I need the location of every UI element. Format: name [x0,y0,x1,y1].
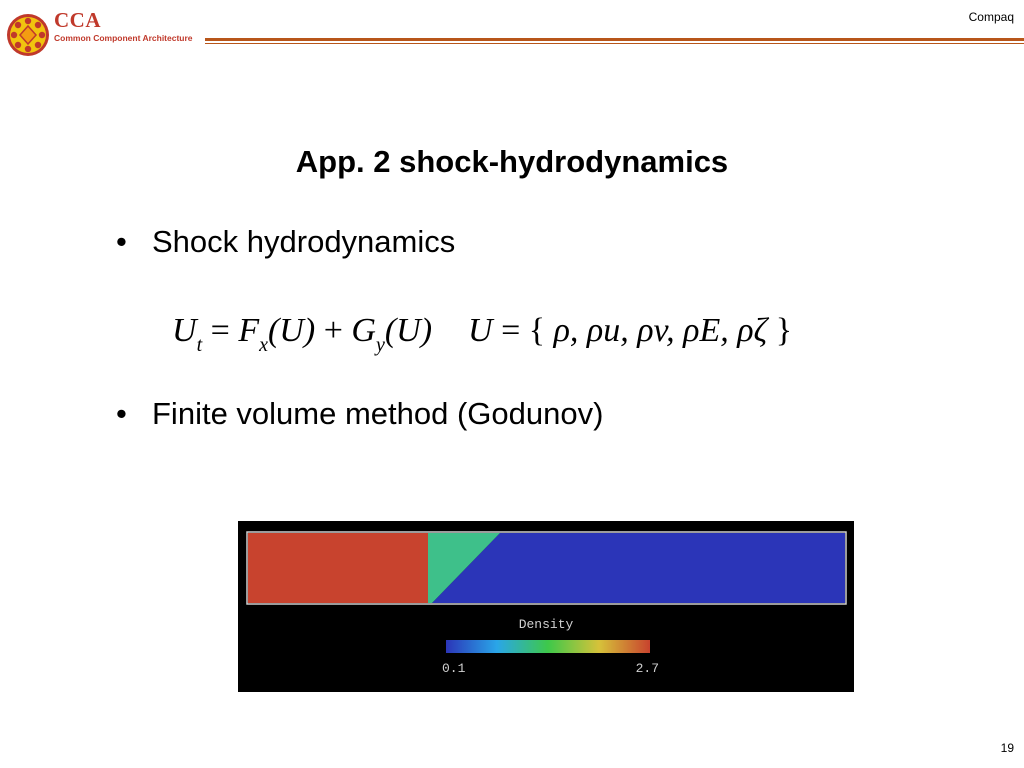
bullet-text: Shock hydrodynamics [152,224,456,259]
eq-operator: + [315,312,352,349]
eq-operator: = [202,312,239,349]
page-number: 19 [1000,741,1014,755]
eq-term: F [238,312,260,349]
bullet-item [116,224,455,260]
header-rule-thin [205,43,1024,44]
high-density-region [248,533,428,603]
bullet-marker: • [116,224,127,259]
eq-subscript: x [259,334,268,356]
brand-subtitle: Common Component Architecture [54,33,193,43]
eq-operator: } [767,312,793,349]
colorbar-label: Density [518,617,574,632]
colorbar-min-label: 0.1 [442,661,466,676]
eq-term: (U) [267,312,316,349]
bullet-marker: • [116,396,127,431]
eq-term: U [172,312,197,349]
slide-header [0,0,1024,60]
eq-subscript: y [375,334,385,356]
eq-operator: = { [492,312,554,349]
equation [172,312,792,362]
brand-name: CCA [54,8,101,32]
colorbar-max-label: 2.7 [635,661,659,676]
eq-term: (U) [384,312,433,349]
simulation-image [238,521,854,692]
cca-logo-icon [6,13,50,57]
bullet-item [116,396,603,432]
eq-term: G [351,312,376,349]
eq-term: U [468,312,493,349]
low-density-region [432,533,845,603]
company-name: Compaq [968,10,1014,24]
eq-subscript: t [196,334,203,356]
slide-title: App. 2 shock-hydrodynamics [295,144,729,179]
eq-state-vector: ρ, ρu, ρv, ρE, ρζ [553,312,768,349]
header-rule [205,38,1024,41]
bullet-text: Finite volume method (Godunov) [152,396,604,431]
colorbar [446,640,650,653]
